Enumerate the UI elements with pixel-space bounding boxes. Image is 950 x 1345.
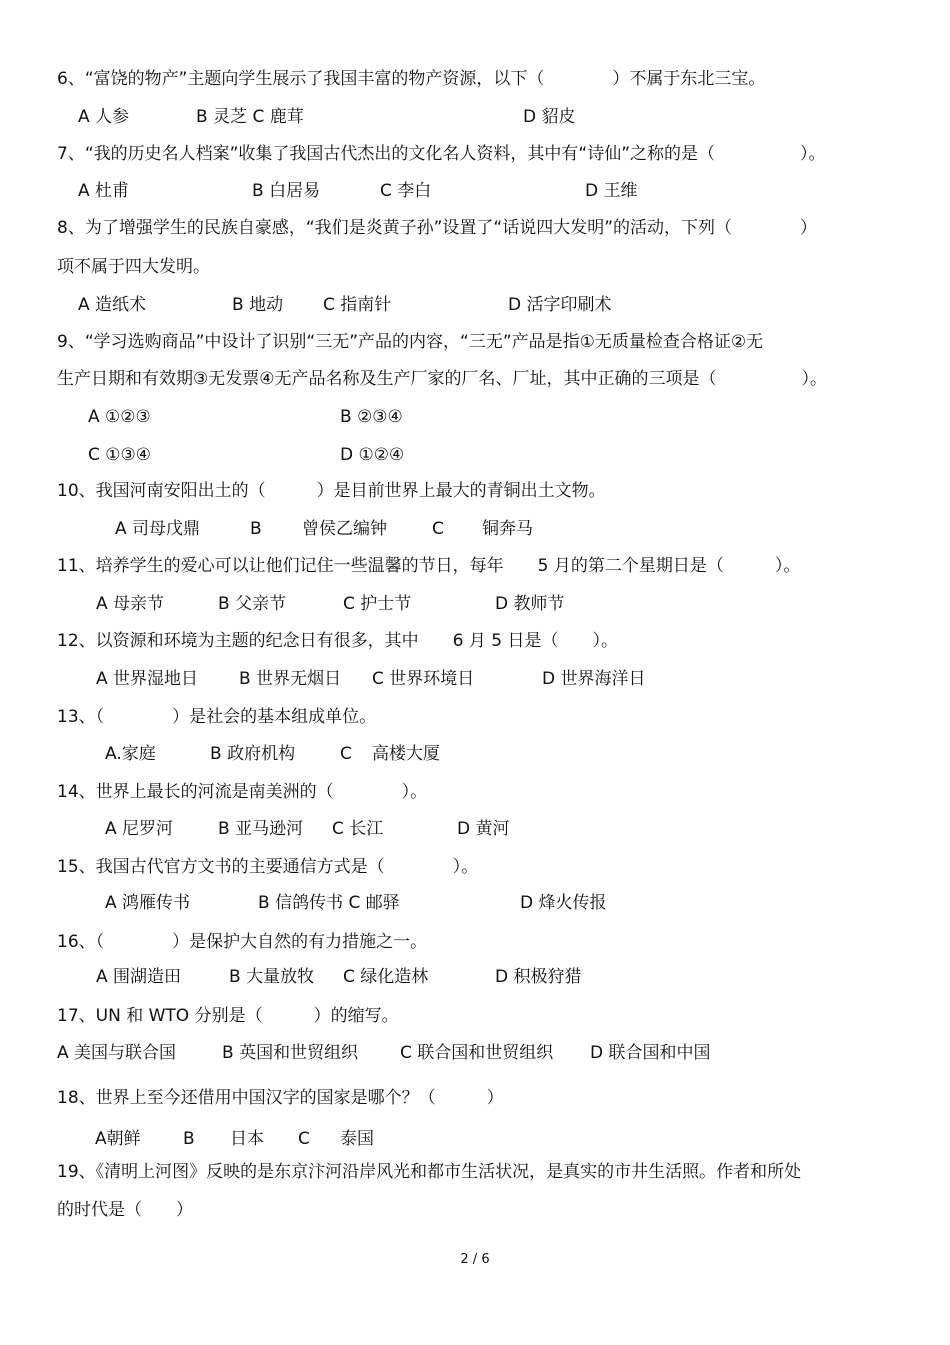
question-8-stem-line [0, 215, 950, 241]
answer-option: C [298, 1129, 310, 1149]
question-9-options [0, 442, 950, 468]
answer-option: B 英国和世贸组织 [222, 1043, 359, 1063]
question-text: 15、我国古代官方文书的主要通信方式是（ ）。 [57, 857, 479, 877]
question-15-stem-line [0, 854, 950, 880]
answer-option: D 教师节 [495, 594, 565, 614]
answer-option: B ②③④ [340, 407, 403, 427]
answer-option: C [340, 744, 352, 764]
answer-option: C 长江 [332, 819, 384, 839]
question-text: 10、我国河南安阳出土的（ ）是目前世界上最大的青铜出土文物。 [57, 481, 606, 501]
question-6-options [0, 104, 950, 130]
question-text: 12、以资源和环境为主题的纪念日有很多，其中 6 月 5 日是（ ）。 [57, 631, 618, 651]
answer-option: A ①②③ [88, 407, 151, 427]
answer-option: A朝鲜 [95, 1129, 141, 1149]
answer-option: B 政府机构 [210, 744, 296, 764]
question-13-options [0, 741, 950, 767]
question-14-options [0, 816, 950, 842]
answer-option: B 父亲节 [218, 594, 287, 614]
question-text: 19、《清明上河图》反映的是东京汴河沿岸风光和都市生活状况，是真实的市井生活照。作者和所处 [57, 1162, 802, 1182]
question-18-options [0, 1126, 950, 1152]
question-text: 16、（ ）是保护大自然的有力措施之一。 [57, 932, 428, 952]
answer-option: A 人参 [78, 107, 130, 127]
answer-option: B 灵芝 C 鹿茸 [196, 107, 304, 127]
question-14-stem-line [0, 779, 950, 805]
answer-option: B 白居易 [252, 181, 321, 201]
answer-option: C ①③④ [88, 445, 151, 465]
question-17-stem-line [0, 1003, 950, 1029]
answer-option: C 联合国和世贸组织 [400, 1043, 554, 1063]
answer-option: 曾侯乙编钟 [302, 519, 387, 539]
question-10-stem-line [0, 478, 950, 504]
question-12-options [0, 666, 950, 692]
question-text: 8、为了增强学生的民族自豪感，“我们是炎黄子孙”设置了“话说四大发明”的活动，下列（ ） [57, 218, 818, 238]
answer-option: 高楼大厦 [372, 744, 440, 764]
answer-option: C 护士节 [343, 594, 412, 614]
question-9-options [0, 404, 950, 430]
answer-option: A 母亲节 [96, 594, 165, 614]
answer-option: C 指南针 [323, 295, 392, 315]
answer-option: D 积极狩猎 [495, 967, 582, 987]
question-13-stem-line [0, 704, 950, 730]
answer-option: A 世界湿地日 [96, 669, 199, 689]
question-8-options [0, 292, 950, 318]
answer-option: D 活字印刷术 [508, 295, 612, 315]
question-19-stem-line [0, 1197, 950, 1223]
answer-option: B 地动 [232, 295, 284, 315]
question-10-options [0, 516, 950, 542]
question-text: 13、（ ）是社会的基本组成单位。 [57, 707, 377, 727]
question-9-stem-line [0, 366, 950, 392]
question-text: 6、“富饶的物产”主题向学生展示了我国丰富的物产资源，以下（ ）不属于东北三宝。 [57, 69, 766, 89]
question-15-options [0, 890, 950, 916]
question-text: 生产日期和有效期③无发票④无产品名称及生产厂家的厂名、厂址，其中正确的三项是（ ）。 [57, 369, 827, 389]
question-8-stem-line [0, 254, 950, 280]
question-text: 17、UN 和 WTO 分别是（ ）的缩写。 [57, 1006, 399, 1026]
question-12-stem-line [0, 628, 950, 654]
question-7-options [0, 178, 950, 204]
question-7-stem-line [0, 141, 950, 167]
answer-option: A 美国与联合国 [57, 1043, 177, 1063]
question-19-stem-line [0, 1159, 950, 1185]
question-18-stem-line [0, 1085, 950, 1111]
page-number: 2 / 6 [460, 1252, 490, 1267]
question-17-options [0, 1040, 950, 1066]
answer-option: D 联合国和中国 [590, 1043, 711, 1063]
answer-option: D 世界海洋日 [542, 669, 646, 689]
question-text: 项不属于四大发明。 [57, 257, 210, 277]
question-text: 11、培养学生的爱心可以让他们记住一些温馨的节日，每年 5 月的第二个星期日是（ ）。 [57, 556, 801, 576]
question-11-stem-line [0, 553, 950, 579]
answer-option: A 围湖造田 [96, 967, 182, 987]
question-16-stem-line [0, 929, 950, 955]
answer-option: D 烽火传报 [520, 893, 607, 913]
answer-option: D ①②④ [340, 445, 405, 465]
question-6-stem-line [0, 66, 950, 92]
question-11-options [0, 591, 950, 617]
question-text: 9、“学习选购商品”中设计了识别“三无”产品的内容，“三无”产品是指①无质量检查合格证②无 [57, 332, 764, 352]
answer-option: B [250, 519, 262, 539]
answer-option: C 世界环境日 [372, 669, 475, 689]
answer-option: B 亚马逊河 [218, 819, 304, 839]
answer-option: C [432, 519, 444, 539]
answer-option: C 绿化造林 [343, 967, 429, 987]
answer-option: B [183, 1129, 195, 1149]
question-9-stem-line [0, 329, 950, 355]
answer-option: 泰国 [340, 1129, 374, 1149]
answer-option: B 信鸽传书 C 邮驿 [258, 893, 400, 913]
question-text: 18、世界上至今还借用中国汉字的国家是哪个？（ ） [57, 1088, 504, 1108]
answer-option: A 鸿雁传书 [105, 893, 191, 913]
answer-option: 日本 [230, 1129, 264, 1149]
answer-option: A 司母戊鼎 [115, 519, 201, 539]
question-text: 14、世界上最长的河流是南美洲的（ ）。 [57, 782, 428, 802]
question-text: 的时代是（ ） [57, 1200, 193, 1220]
answer-option: D 王维 [585, 181, 638, 201]
question-text: 7、“我的历史名人档案”收集了我国古代杰出的文化名人资料，其中有“诗仙”之称的是（ ）。 [57, 144, 826, 164]
answer-option: B 世界无烟日 [239, 669, 342, 689]
answer-option: D 貂皮 [523, 107, 576, 127]
answer-option: 铜奔马 [482, 519, 533, 539]
answer-option: D 黄河 [457, 819, 510, 839]
answer-option: A.家庭 [105, 744, 156, 764]
answer-option: A 杜甫 [78, 181, 130, 201]
answer-option: C 李白 [380, 181, 432, 201]
question-16-options [0, 964, 950, 990]
answer-option: A 造纸术 [78, 295, 147, 315]
answer-option: B 大量放牧 [229, 967, 315, 987]
answer-option: A 尼罗河 [105, 819, 174, 839]
